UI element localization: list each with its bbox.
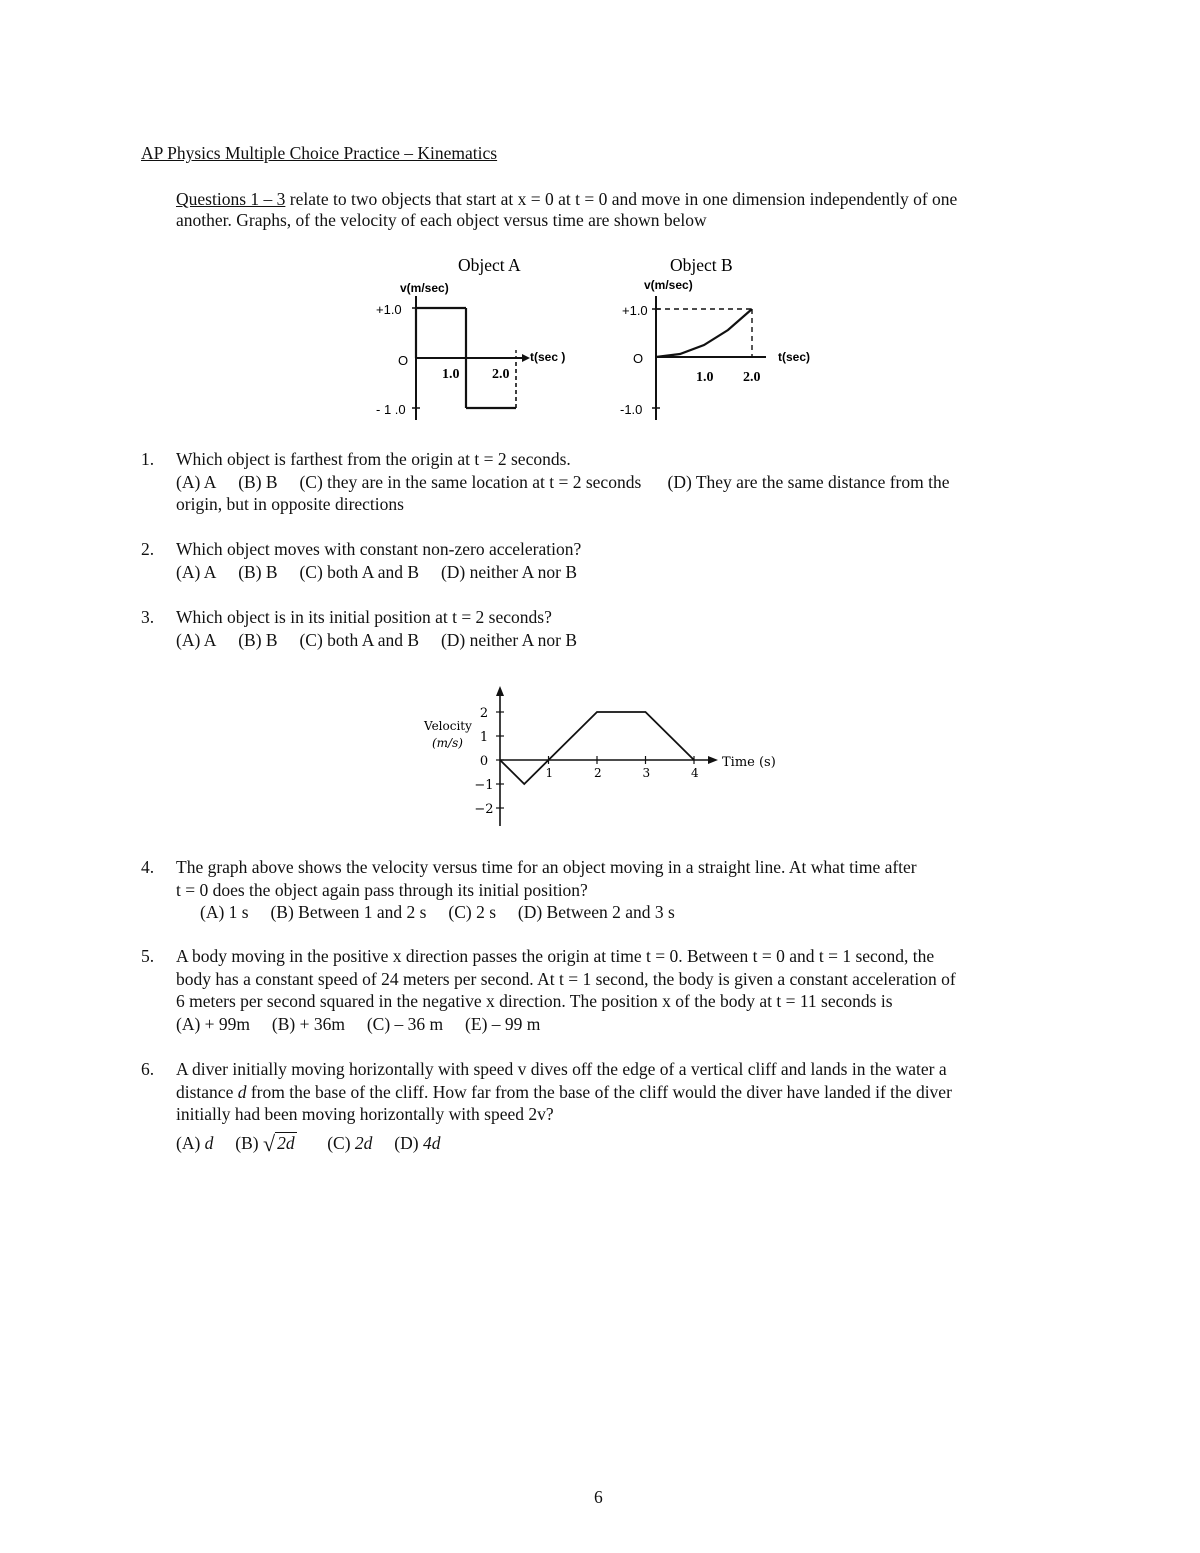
question-5 <box>176 945 1076 1035</box>
object-a-ytick-top: +1.0 <box>376 302 402 317</box>
question-1-option-d-cont: origin, but in opposite directions <box>176 494 404 514</box>
question-2-option-d[interactable]: (D) neither A nor B <box>440 561 578 582</box>
question-6-option-d[interactable]: (D) 4d <box>394 1132 441 1153</box>
question-3-options <box>176 629 1076 652</box>
graph4-xtick-label: 4 <box>691 766 699 780</box>
question-6 <box>176 1058 1076 1155</box>
question-5-option-a[interactable]: (A) + 99m <box>176 1013 251 1034</box>
graph4-ylabel-units: (m/s) <box>432 736 463 750</box>
object-a-ytick-bottom: - 1 .0 <box>376 402 406 417</box>
object-a-xlabel: t(sec ) <box>530 350 566 364</box>
graph4-x-arrow <box>708 756 718 764</box>
intro-ref: Questions 1 – 3 <box>176 189 286 209</box>
graph4-ytick-label: −1 <box>474 778 494 793</box>
question-6-line-1: A diver initially moving horizontally with speed v dives off the edge of a vertical cliff and lands in the water a <box>176 1059 947 1079</box>
question-3-option-d[interactable]: (D) neither A nor B <box>440 629 578 650</box>
question-2-text: Which object moves with constant non-zero acceleration? <box>176 539 582 559</box>
graph4-xtick-label: 2 <box>594 766 602 780</box>
object-a-xtick-2: 2.0 <box>492 367 510 382</box>
question-6-line-2: distance d from the base of the cliff. How far from the base of the cliff would the diver have landed if the diver <box>176 1081 952 1102</box>
question-2-option-b[interactable]: (B) B <box>238 561 278 582</box>
graph4-ytick-label: −2 <box>474 802 494 817</box>
graph4-ytick-label: 1 <box>479 730 489 745</box>
object-b-ytick-bottom: -1.0 <box>620 402 643 417</box>
graph4-xtick-label: 1 <box>545 766 554 780</box>
question-1 <box>176 448 1076 516</box>
object-a-ylabel: v(m/sec) <box>400 281 449 295</box>
sqrt-symbol: √ 2d <box>263 1130 295 1156</box>
object-b-velocity-curve <box>656 309 752 357</box>
question-3-option-a[interactable]: (A) A <box>176 629 217 650</box>
question-6-options <box>176 1132 1076 1156</box>
object-b-xtick-2: 2.0 <box>743 370 761 385</box>
object-a-title: Object A <box>458 255 521 275</box>
object-b-xlabel: t(sec) <box>778 350 811 364</box>
intro-line-1 <box>176 188 957 211</box>
graph4-ylabel-velocity: Velocity <box>424 719 472 733</box>
object-b-xtick-1: 1.0 <box>696 370 714 385</box>
question-3-option-b[interactable]: (B) B <box>238 629 278 650</box>
question-6-variable-d: d <box>237 1081 247 1102</box>
question-4-option-a[interactable]: (A) 1 s <box>200 902 249 922</box>
object-a-x-arrow <box>522 354 530 362</box>
question-4 <box>176 856 1076 924</box>
question-4-option-d[interactable]: (D) Between 2 and 3 s <box>517 902 675 922</box>
object-b-title: Object B <box>670 255 733 275</box>
question-6-line-3: initially had been moving horizontally with speed 2v? <box>176 1104 554 1124</box>
question-5-options <box>176 1013 1076 1036</box>
question-4-options <box>176 901 1076 924</box>
question-6-option-c[interactable]: (C) 2d <box>327 1132 373 1153</box>
question-5-line-1: A body moving in the positive x direction passes the origin at time t = 0. Between t = 0 and t = 1 second, the <box>176 946 935 966</box>
question-2-options <box>176 561 1076 584</box>
question-3 <box>176 606 1076 651</box>
graph4-y-arrow <box>496 686 504 696</box>
intro-line-2: another. Graphs, of the velocity of each object versus time are shown below <box>176 210 707 230</box>
question-2-number: 2. <box>141 539 155 559</box>
question-4-line-1: The graph above shows the velocity versus time for an object moving in a straight line. At what time after <box>176 857 917 877</box>
question-6-option-b[interactable]: (B) √ 2d <box>235 1130 295 1156</box>
question-1-option-d[interactable]: (D) They are the same distance from the <box>667 471 950 492</box>
question-1-option-b[interactable]: (B) B <box>238 471 278 492</box>
question-5-option-c[interactable]: (C) – 36 m <box>366 1013 444 1034</box>
graph4-xtick-label: 3 <box>642 766 651 780</box>
figure-velocity-time <box>420 680 790 830</box>
graph4-ytick-label: 2 <box>479 706 489 721</box>
question-2-option-a[interactable]: (A) A <box>176 561 217 582</box>
question-5-line-2: body has a constant speed of 24 meters per second. At t = 1 second, the body is given a constant acceleration of <box>176 968 956 989</box>
question-1-option-a[interactable]: (A) A <box>176 471 217 492</box>
question-6-option-a[interactable]: (A) d <box>176 1132 214 1153</box>
page-title: AP Physics Multiple Choice Practice – Kinematics <box>141 143 498 163</box>
question-4-line-2: t = 0 does the object again pass through its initial position? <box>176 879 588 900</box>
object-b-curve <box>656 309 752 357</box>
figure-object-graphs <box>360 248 840 428</box>
question-2-option-c[interactable]: (C) both A and B <box>299 561 420 582</box>
graph4-ytick-label: 0 <box>479 754 489 769</box>
graph4-xlabel: Time (s) <box>722 755 776 770</box>
question-5-option-b[interactable]: (B) + 36m <box>271 1013 345 1034</box>
graph-object-a <box>376 255 565 420</box>
object-a-xtick-1: 1.0 <box>442 367 460 382</box>
question-5-line-3: 6 meters per second squared in the negative x direction. The position x of the body at t = 11 seconds is <box>176 991 893 1011</box>
object-b-ylabel: v(m/sec) <box>644 278 693 292</box>
question-1-options <box>176 471 1076 494</box>
question-6-number: 6. <box>141 1059 155 1079</box>
object-b-ytick-zero: O <box>633 351 644 366</box>
page-number: 6 <box>594 1487 603 1507</box>
question-3-text: Which object is in its initial position at t = 2 seconds? <box>176 607 552 627</box>
question-4-option-b[interactable]: (B) Between 1 and 2 s <box>270 902 427 922</box>
question-4-number: 4. <box>141 857 155 877</box>
question-4-option-c[interactable]: (C) 2 s <box>448 902 497 922</box>
question-5-option-e[interactable]: (E) – 99 m <box>465 1013 541 1034</box>
intro-text: relate to two objects that start at x = 0 at t = 0 and move in one dimension independently of one <box>285 189 958 209</box>
question-5-number: 5. <box>141 946 155 966</box>
object-a-ytick-zero: O <box>398 353 409 368</box>
question-1-number: 1. <box>141 449 155 469</box>
object-b-ytick-top: +1.0 <box>622 303 648 318</box>
question-1-option-c[interactable]: (C) they are in the same location at t = 2 seconds <box>299 471 642 492</box>
question-2 <box>176 538 1076 583</box>
question-3-option-c[interactable]: (C) both A and B <box>299 629 420 650</box>
question-3-number: 3. <box>141 607 155 627</box>
graph-object-b <box>620 255 810 420</box>
question-1-text: Which object is farthest from the origin at t = 2 seconds. <box>176 449 571 469</box>
